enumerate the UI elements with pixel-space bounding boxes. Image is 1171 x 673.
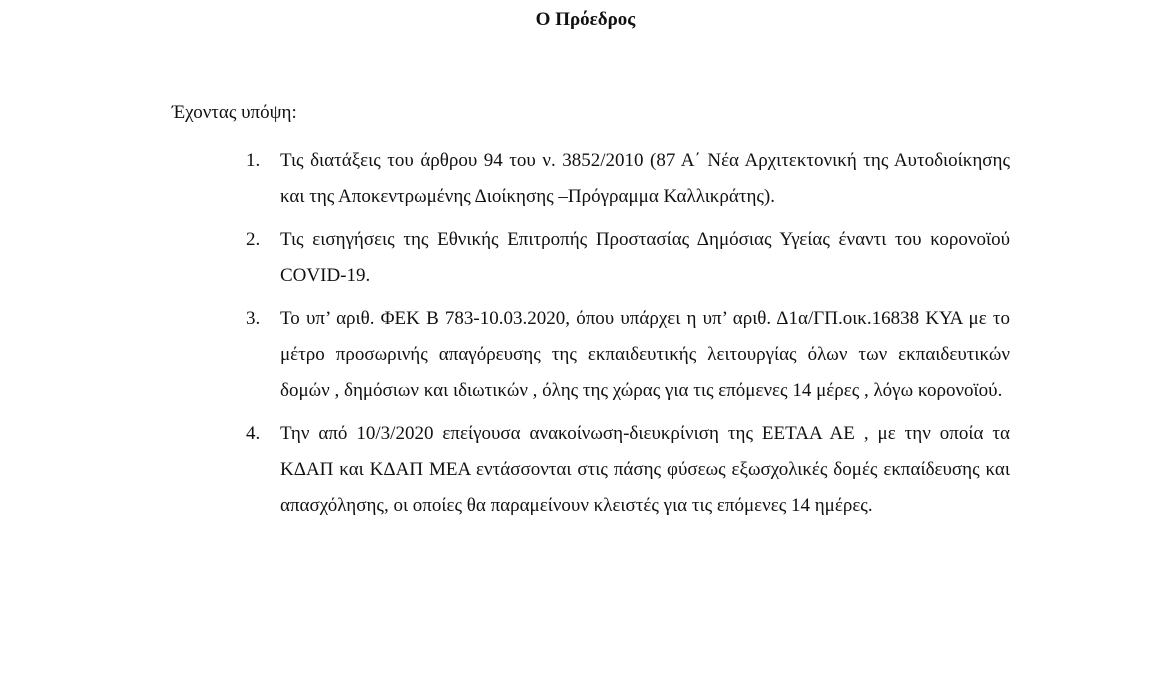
list-item <box>246 416 1010 524</box>
list-item-text: Τις εισηγήσεις της Εθνικής Επιτροπής Προστασίας Δημόσιας Υγείας έναντι του κορονοϊού COVID-19. <box>280 229 1010 286</box>
document-title: Ο Πρόεδρος <box>535 9 636 30</box>
list-item-number: 1. <box>246 150 261 171</box>
intro-text: Έχοντας υπόψη: <box>172 102 297 123</box>
list-item-number: 2. <box>246 229 261 250</box>
list-item-number: 3. <box>246 308 261 329</box>
list-item-text: Την από 10/3/2020 επείγουσα ανακοίνωση-διευκρίνιση της ΕΕΤΑΑ ΑΕ , με την οποία τα ΚΔΑΠ και ΚΔΑΠ ΜΕΑ εντάσσονται στις πάσης φύσεως εξωσχολικές δομές εκπαίδευσης και απασχόλησης, οι οποίες θα παραμείνουν κλειστές για τις επόμενες 14 ημέρες. <box>280 423 1010 516</box>
list-item <box>246 301 1010 409</box>
list-item <box>246 143 1010 215</box>
list-item-number: 4. <box>246 423 261 444</box>
list-item-text: Το υπ’ αριθ. ΦΕΚ Β 783-10.03.2020, όπου υπάρχει η υπ’ αριθ. Δ1α/ΓΠ.οικ.16838 ΚΥΑ με το μέτρο προσωρινής απαγόρευσης της εκπαιδευτικής λειτουργίας όλων των εκπαιδευτικών δομών , δημόσιων και ιδιωτικών , όλης της χώρας για τις επόμενες 14 μέρες , λόγω κορονοϊού. <box>280 308 1010 401</box>
considerations-list <box>246 143 1010 531</box>
list-item <box>246 222 1010 294</box>
list-item-text: Τις διατάξεις του άρθρου 94 του ν. 3852/2010 (87 Α΄ Νέα Αρχιτεκτονική της Αυτοδιοίκησης και της Αποκεντρωμένης Διοίκησης –Πρόγραμμα Καλλικράτης). <box>280 150 1010 207</box>
